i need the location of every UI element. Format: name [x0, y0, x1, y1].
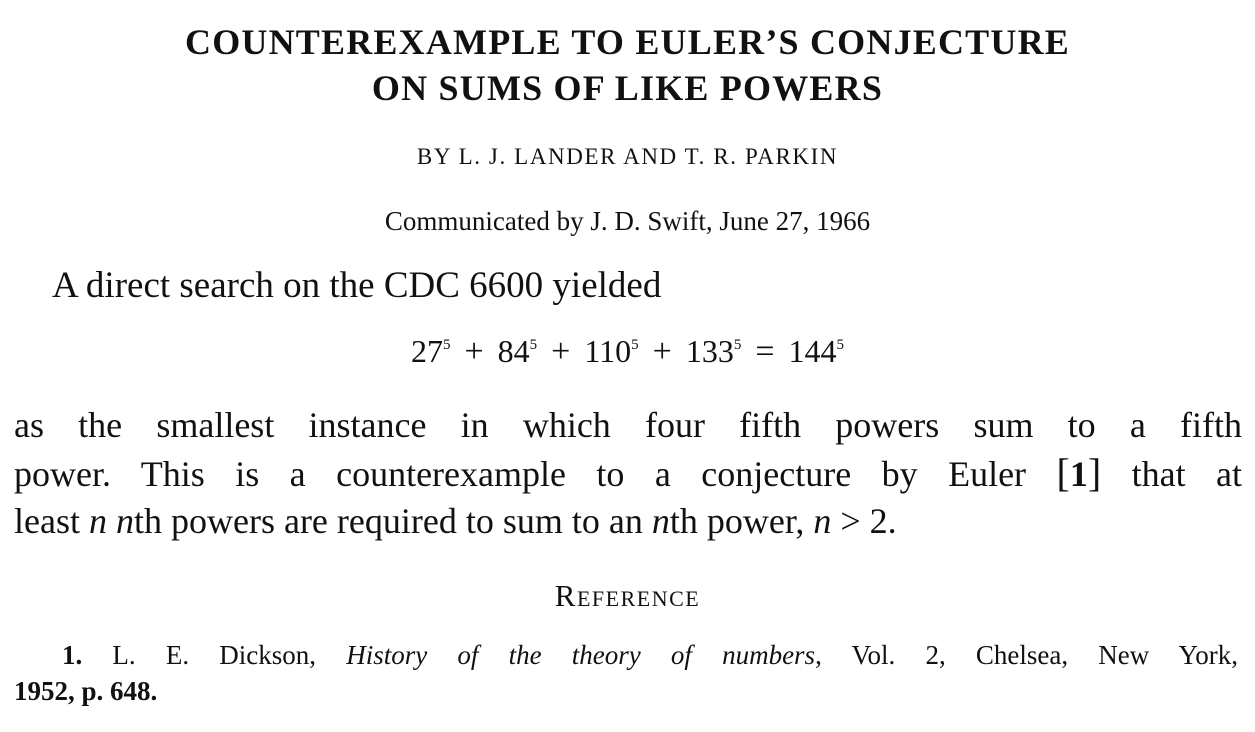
- equation-term-base: 110: [584, 333, 632, 369]
- equation-term-base: 84: [497, 333, 530, 369]
- reference-line-1: [14, 637, 1238, 673]
- math-variable-n: n: [651, 501, 670, 541]
- paper-title-line-2: ON SUMS OF LIKE POWERS: [371, 68, 884, 108]
- communicated-line: Communicated by J. D. Swift, June 27, 1966: [384, 206, 871, 236]
- body-text-fragment: least: [14, 501, 89, 541]
- equation-term-exponent: 5: [631, 337, 639, 353]
- equation-term-exponent: 5: [529, 337, 538, 353]
- reference-item: [14, 637, 1238, 709]
- citation-bracket-close: ]: [1087, 450, 1102, 495]
- equation-term-exponent: 5: [733, 337, 742, 353]
- reference-number: 1.: [62, 640, 83, 670]
- citation-bracket-open: [: [1056, 450, 1070, 495]
- references-heading: Reference: [554, 578, 701, 613]
- body-line-2-text: power. This is a counterexample to a conjecture by Euler: [14, 454, 1057, 494]
- plus-sign: +: [652, 333, 672, 370]
- body-text-fragment: [107, 501, 116, 541]
- math-variable-n: n: [813, 501, 832, 541]
- reference-line-2: 1952, p. 648.: [14, 676, 158, 706]
- math-variable-n: n: [115, 501, 134, 541]
- equals-sign: =: [755, 333, 775, 370]
- citation-link[interactable]: 1: [1069, 454, 1088, 494]
- math-variable-n: n: [88, 501, 107, 541]
- body-paragraph: [14, 402, 1242, 545]
- equation-term-exponent: 5: [442, 337, 451, 353]
- paper-title-line-1: COUNTEREXAMPLE TO EULER’S CONJECTURE: [185, 22, 1070, 62]
- equation-result-base: 144: [788, 333, 837, 369]
- body-line-2-tail: that at: [1101, 454, 1242, 494]
- equation-term-base: 133: [685, 333, 734, 369]
- equation-term-base: 27: [410, 333, 443, 369]
- equation-result-exponent: 5: [836, 337, 845, 353]
- author-byline: BY L. J. LANDER AND T. R. PARKIN: [416, 144, 839, 169]
- body-line-3: [14, 498, 1242, 545]
- body-line-1: as the smallest instance in which four fifth powers sum to a fifth: [14, 405, 1242, 445]
- body-text-fragment: > 2.: [831, 501, 897, 541]
- plus-sign: +: [464, 333, 484, 370]
- display-equation: [0, 333, 1255, 371]
- reference-author: L. E. Dickson,: [82, 640, 347, 670]
- body-text-fragment: th power,: [669, 501, 814, 541]
- reference-details: , Vol. 2, Chelsea, New York,: [815, 640, 1238, 670]
- reference-title: History of the theory of numbers: [346, 640, 816, 670]
- body-line-2: [14, 449, 1242, 498]
- body-text-fragment: th powers are required to sum to an: [133, 501, 652, 541]
- plus-sign: +: [551, 333, 571, 370]
- intro-sentence: A direct search on the CDC 6600 yielded: [52, 265, 662, 306]
